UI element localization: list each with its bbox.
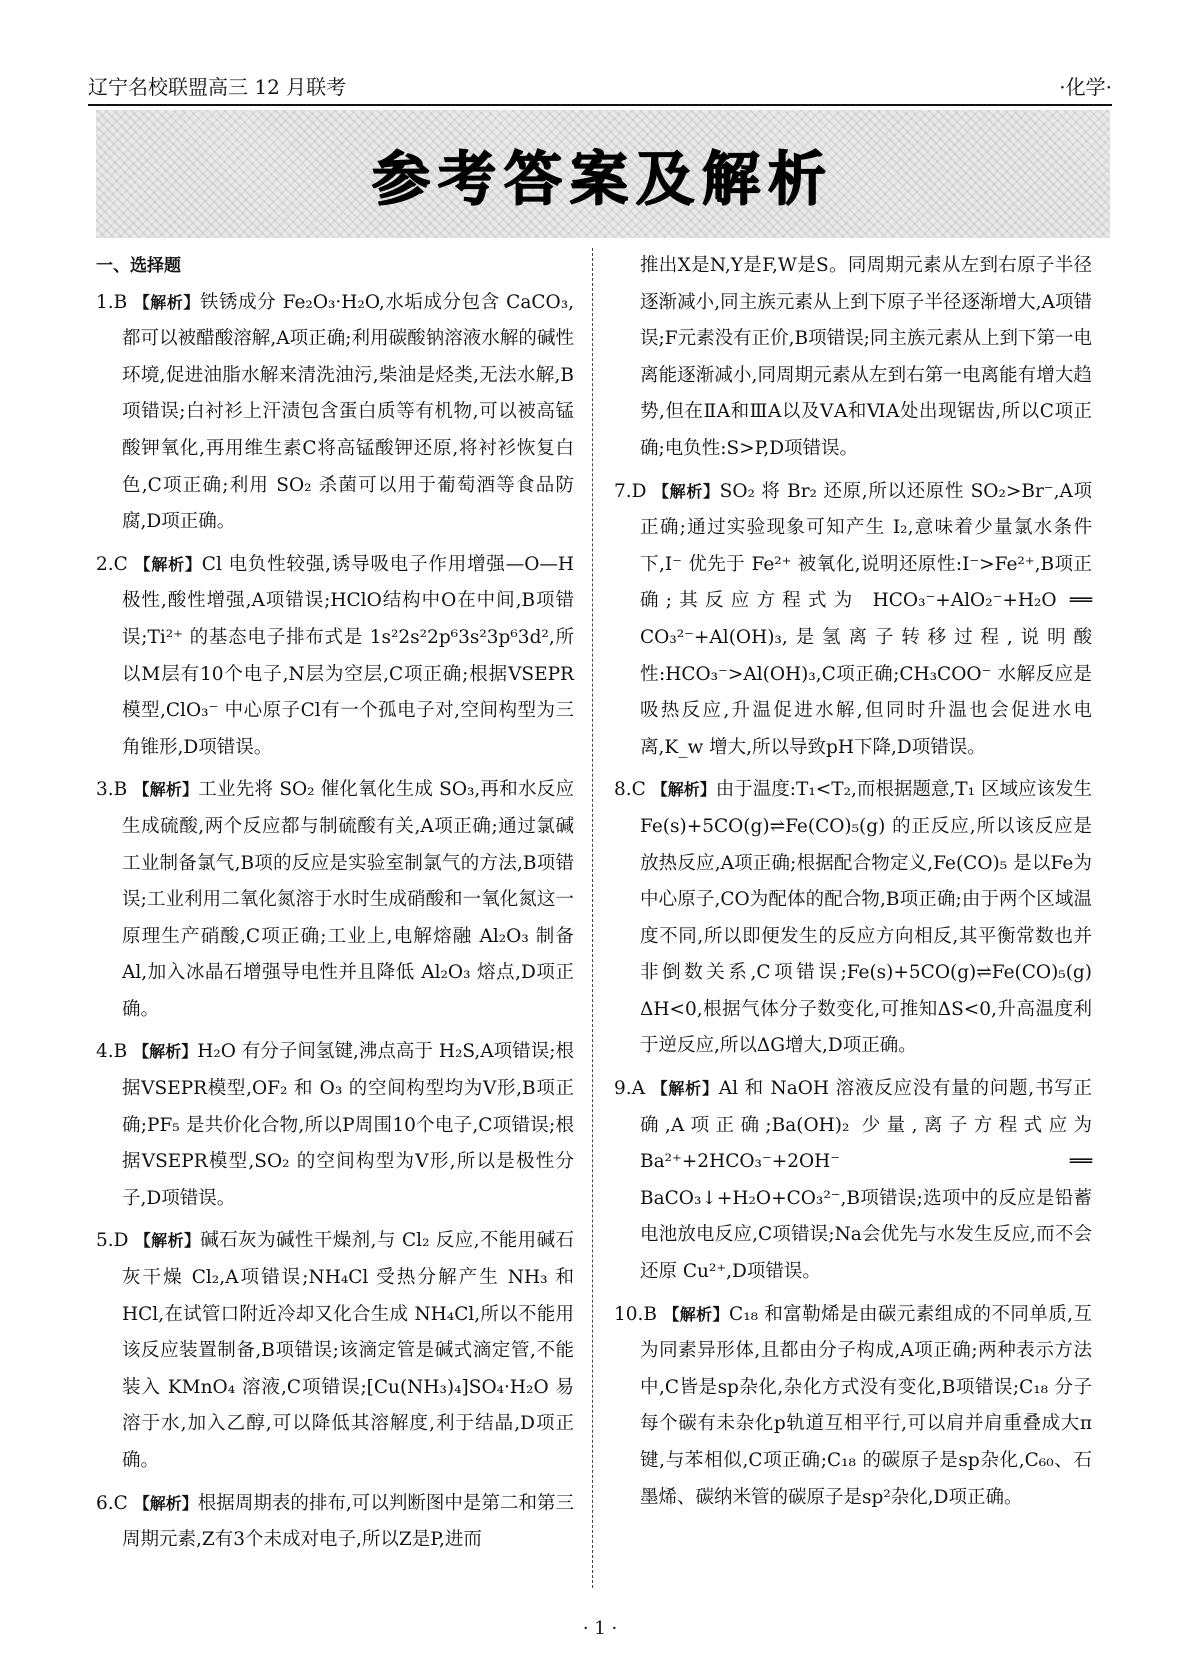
- answer-number: 7.D: [614, 480, 654, 502]
- answer-text: SO₂ 将 Br₂ 还原,所以还原性 SO₂>Br⁻,A项正确;通过实验现象可知产生 I₂,意味着少量氯水条件下,I⁻ 优先于 Fe²⁺ 被氧化,说明还原性:I⁻>Fe²⁺,B项正确;其反应方程式为 HCO₃⁻+AlO₂⁻+H₂O ══ CO₃²⁻+Al(OH)₃,是氢离子转移过程,说明酸性:HCO₃⁻>Al(OH)₃,C项正确;CH₃COO⁻ 水解反应是吸热反应,升温促进水解,但同时升温也会促进水电离,K_w 增大,所以导致pH下降,D项错误。: [640, 480, 1092, 758]
- answer-item: [96, 1486, 574, 1559]
- answer-number: 2.C: [96, 553, 135, 575]
- analysis-tag: 【解析】: [653, 481, 720, 501]
- answer-item: [96, 547, 574, 767]
- answer-item: [614, 1071, 1092, 1291]
- answer-text: Cl 电负性较强,诱导吸电子作用增强—O—H极性,酸性增强,A项错误;HClO结构中O在中间,B项错误;Ti²⁺ 的基态电子排布式是 1s²2s²2p⁶3s²3p⁶3d²,所以M层有10个电子,N层为空层,C项正确;根据VSEPR模型,ClO₃⁻ 中心原子Cl有一个孤电子对,空间构型为三角锥形,D项错误。: [122, 553, 575, 758]
- answer-item: [614, 474, 1092, 767]
- answer-number: 3.B: [96, 779, 134, 801]
- answer-number: 9.A: [614, 1078, 652, 1100]
- banner-title: 参考答案及解析: [371, 145, 834, 213]
- analysis-tag: 【解析】: [133, 1042, 198, 1062]
- analysis-tag: 【解析】: [651, 1079, 719, 1099]
- answer-number: 1.B: [96, 291, 134, 313]
- page-number: · 1 ·: [582, 1618, 618, 1639]
- analysis-tag: 【解析】: [133, 780, 199, 800]
- answer-text: Al 和 NaOH 溶液反应没有量的问题,书写正确,A项正确;Ba(OH)₂ 少量,离子方程式应为 Ba²⁺+2HCO₃⁻+2OH⁻ ══ BaCO₃↓+H₂O+CO₃²⁻,B项错误;选项中的反应是铅蓄电池放电反应,C项错误;Na会优先与水发生反应,而不会还原 Cu²⁺,D项错误。: [640, 1078, 1092, 1283]
- left-column: [96, 248, 574, 1565]
- analysis-tag: 【解析】: [133, 292, 200, 312]
- right-item-list: [614, 474, 1092, 1517]
- subject-label: ·化学·: [1059, 75, 1112, 99]
- answer-number: 8.C: [614, 779, 652, 801]
- answer-text: 由于温度:T₁<T₂,而根据题意,T₁ 区域应该发生 Fe(s)+5CO(g)⇌Fe(CO)₅(g) 的正反应,所以该反应是放热反应,A项正确;根据配合物定义,Fe(CO)₅ 是以Fe为中心原子,CO为配体的配合物,B项正确;由于两个区域温度不同,所以即便发生的反应方向相反,其平衡常数也并非倒数关系,C项错误;Fe(s)+5CO(g)⇌Fe(CO)₅(g) ΔH<0,根据气体分子数变化,可推知ΔS<0,升高温度利于逆反应,所以ΔG增大,D项正确。: [640, 779, 1092, 1057]
- answer-item: [614, 1297, 1092, 1517]
- analysis-tag: 【解析】: [663, 1304, 730, 1324]
- answer-text: 碱石灰为碱性干燥剂,与 Cl₂ 反应,不能用碱石灰干燥 Cl₂,A项错误;NH₄Cl 受热分解产生 NH₃ 和 HCl,在试管口附近冷却又化合生成 NH₄Cl,所以不能用该反应装置制备,B项错误;该滴定管是碱式滴定管,不能装入 KMnO₄ 溶液,C项错误;[Cu(NH₃)₄]SO₄·H₂O 易溶于水,加入乙醇,可以降低其溶解度,利于结晶,D项正确。: [122, 1230, 574, 1471]
- answer-item: [96, 285, 574, 541]
- exam-title: 辽宁名校联盟高三 12 月联考: [88, 75, 347, 99]
- left-item-list: [96, 285, 574, 1559]
- column-divider: [592, 248, 593, 1588]
- answer-number: 6.C: [96, 1492, 134, 1514]
- page-header: [88, 66, 1112, 106]
- analysis-tag: 【解析】: [651, 780, 716, 800]
- answer-text: C₁₈ 和富勒烯是由碳元素组成的不同单质,互为同素异形体,且都由分子构成,A项正确;两种表示方法中,C皆是sp杂化,杂化方式没有变化,B项错误;C₁₈ 分子每个碳有未杂化p轨道互相平行,可以肩并肩重叠成大π键,与苯相似,C项正确;C₁₈ 的碳原子是sp杂化,C₆₀、石墨烯、碳纳米管的碳原子是sp²杂化,D项正确。: [640, 1303, 1092, 1508]
- analysis-tag: 【解析】: [134, 554, 202, 574]
- analysis-tag: 【解析】: [134, 1231, 201, 1251]
- answer-number: 10.B: [614, 1303, 664, 1325]
- answer-number: 4.B: [96, 1041, 134, 1063]
- answer-number: 5.D: [96, 1230, 135, 1252]
- answer-text: 铁锈成分 Fe₂O₃·H₂O,水垢成分包含 CaCO₃,都可以被醋酸溶解,A项正确;利用碳酸钠溶液水解的碱性环境,促进油脂水解来清洗油污,柴油是烃类,无法水解,B项错误;白衬衫上汗渍包含蛋白质等有机物,可以被高锰酸钾氧化,再用维生素C将高锰酸钾还原,将衬衫恢复白色,C项正确;利用 SO₂ 杀菌可以用于葡萄酒等食品防腐,D项正确。: [122, 291, 574, 533]
- answer-text: H₂O 有分子间氢键,沸点高于 H₂S,A项错误;根据VSEPR模型,OF₂ 和 O₃ 的空间构型均为V形,B项正确;PF₅ 是共价化合物,所以P周围10个电子,C项错误;根据VSEPR模型,SO₂ 的空间构型为V形,所以是极性分子,D项错误。: [122, 1041, 574, 1209]
- answer-text: 工业先将 SO₂ 催化氧化生成 SO₃,再和水反应生成硫酸,两个反应都与制硫酸有关,A项正确;通过氯碱工业制备氯气,B项的反应是实验室制氯气的方法,B项错误;工业利用二氧化氮溶于水时生成硝酸和一氧化氮这一原理生产硝酸,C项正确;工业上,电解熔融 Al₂O₃ 制备 Al,加入冰晶石增强导电性并且降低 Al₂O₃ 熔点,D项正确。: [122, 779, 574, 1020]
- analysis-tag: 【解析】: [133, 1493, 198, 1513]
- answer-item: [96, 1034, 574, 1217]
- answer-item: [96, 772, 574, 1028]
- section-title: 一、选择题: [96, 256, 181, 276]
- right-column: [614, 248, 1092, 1522]
- title-banner: [96, 110, 1110, 238]
- answer-item: [96, 1223, 574, 1479]
- answer-item: [614, 772, 1092, 1065]
- answer-text: 根据周期表的排布,可以判断图中是第二和第三周期元素,Z有3个未成对电子,所以Z是P,进而: [122, 1492, 574, 1551]
- continued-text: 推出X是N,Y是F,W是S。同周期元素从左到右原子半径逐渐减小,同主族元素从上到下原子半径逐渐增大,A项错误;F元素没有正价,B项错误;同主族元素从上到下第一电离能逐渐减小,同周期元素从左到右第一电离能有增大趋势,但在ⅡA和ⅢA以及ⅤA和ⅥA处出现锯齿,所以C项正确;电负性:S>P,D项错误。: [640, 255, 1092, 459]
